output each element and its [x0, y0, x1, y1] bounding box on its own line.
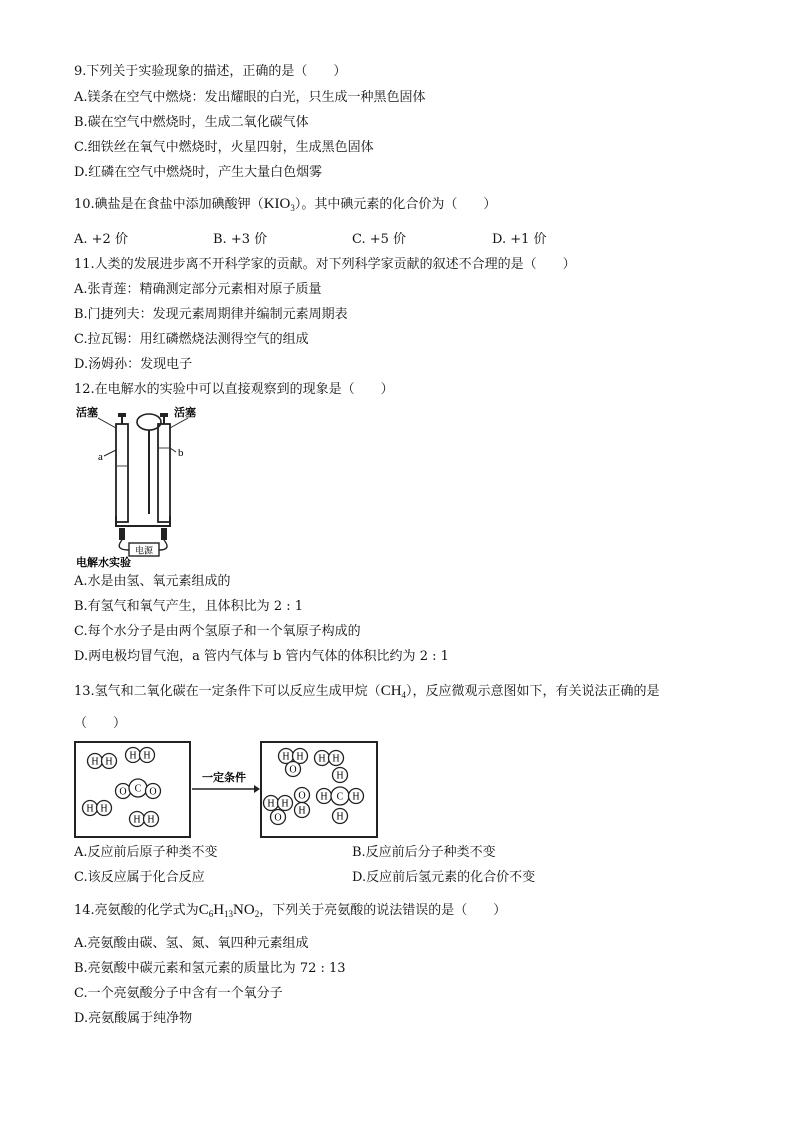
reaction-micro-diagram	[74, 741, 384, 839]
q14-option-c: C.一个亮氨酸分子中含有一个氧分子	[74, 986, 283, 1001]
q10-stem-pre: 10.碘盐是在食盐中添加碘酸钾（	[74, 197, 264, 212]
svg-text:O: O	[289, 764, 297, 776]
q12-option-d: D.两电极均冒气泡，a 管内气体与 b 管内气体的体积比约为 2 : 1	[74, 649, 449, 664]
wire-right	[159, 540, 167, 550]
q13-option-b: B.反应前后分子种类不变	[352, 845, 496, 860]
q13-option-a: A.反应前后原子种类不变	[74, 845, 218, 860]
wire-left	[119, 540, 129, 550]
q14-option-a: A.亮氨酸由碳、氢、氮、氧四种元素组成	[74, 936, 309, 951]
svg-text:H: H	[105, 756, 113, 768]
h2o-molecule-2	[264, 796, 293, 825]
h2-molecule-4	[130, 812, 159, 827]
svg-text:H: H	[147, 814, 155, 826]
q13-formula	[381, 683, 406, 699]
q14-stem-post: ，下列关于亮氨酸的说法错误的是（ ）	[259, 903, 507, 918]
q11-option-a: A.张青莲：精确测定部分元素相对原子质量	[74, 282, 322, 297]
svg-text:H: H	[129, 750, 137, 762]
svg-text:H: H	[100, 803, 108, 815]
h2o-molecule-1	[279, 749, 308, 777]
svg-text:H: H	[143, 750, 151, 762]
q11-option-b: B.门捷列夫：发现元素周期律并编制元素周期表	[74, 307, 348, 322]
svg-text:H: H	[336, 811, 344, 823]
q13-stem	[74, 683, 660, 700]
label-line-right	[170, 418, 188, 428]
svg-text:H: H	[267, 798, 275, 810]
q11-stem: 11.人类的发展进步离不开科学家的贡献。对下列科学家贡献的叙述不合理的是（ ）	[74, 257, 576, 272]
svg-text:O: O	[274, 812, 282, 824]
svg-text:H: H	[320, 791, 328, 803]
q9-option-b: B.碳在空气中燃烧时，生成二氧化碳气体	[74, 115, 309, 130]
q12-option-a: A.水是由氢、氧元素组成的	[74, 574, 231, 589]
reaction-arrow-head	[254, 785, 260, 793]
tube-b	[158, 424, 170, 522]
tube-a-label: a	[98, 451, 103, 463]
svg-text:O: O	[149, 786, 157, 798]
connecting-tube	[116, 516, 170, 526]
stopcock-right-handle	[160, 413, 168, 417]
electrode-left	[119, 528, 125, 540]
q14-formula-no: NO	[233, 902, 255, 918]
q12-option-b: B.有氢气和氧气产生，且体积比为 2 : 1	[74, 599, 304, 614]
ch4-molecule	[317, 768, 364, 824]
tube-b-label: b	[178, 447, 184, 459]
tube-a-pointer	[104, 450, 116, 456]
q10-option-b: B. +3 价	[213, 232, 268, 247]
q14-option-b: B.亮氨酸中碳元素和氢元素的质量比为 72 : 13	[74, 961, 346, 976]
q10-formula	[264, 196, 295, 212]
q10-option-c: C. +5 价	[352, 232, 407, 247]
q14-formula	[199, 902, 260, 918]
q10-formula-main: KIO	[263, 196, 291, 212]
stopcock-label-right: 活塞	[174, 406, 196, 419]
svg-text:H: H	[352, 791, 360, 803]
h2o-molecule-3	[295, 788, 310, 818]
q13-stem-paren: （ ）	[74, 716, 127, 731]
q9-option-d: D.红磷在空气中燃烧时，产生大量白色烟雾	[74, 165, 323, 180]
figure-caption: 电解水实验	[76, 556, 131, 569]
q14-stem-pre: 14.亮氨酸的化学式为	[74, 903, 199, 918]
svg-text:H: H	[298, 805, 306, 817]
q10-formula-sub: 3	[290, 203, 295, 213]
svg-text:O: O	[298, 790, 306, 802]
stopcock-label-left: 活塞	[76, 406, 98, 419]
q9-stem: 9.下列关于实验现象的描述，正确的是（ ）	[74, 64, 347, 79]
stopcock-left-handle	[118, 413, 126, 417]
q14-stem	[74, 902, 506, 919]
svg-text:C: C	[134, 783, 142, 795]
q10-stem-post: ）。其中碘元素的化合价为（ ）	[294, 197, 497, 212]
q13-formula-main: CH	[380, 683, 402, 699]
svg-text:O: O	[119, 786, 127, 798]
electrode-right	[161, 528, 167, 540]
electrolysis-apparatus-figure	[74, 404, 224, 569]
tube-a	[116, 424, 128, 522]
power-label: 电源	[134, 546, 154, 557]
q14-formula-no-sub: 2	[254, 909, 260, 919]
svg-text:H: H	[133, 814, 141, 826]
svg-text:H: H	[86, 803, 94, 815]
q14-formula-c-sub: 6	[208, 909, 214, 919]
q14-formula-h-sub: 13	[224, 909, 234, 919]
q12-option-c: C.每个水分子是由两个氢原子和一个氧原子构成的	[74, 624, 361, 639]
q13-formula-sub: 4	[401, 690, 407, 700]
q10-option-d: D. +1 价	[492, 232, 547, 247]
h2-molecule-3	[83, 801, 112, 816]
svg-text:H: H	[281, 798, 289, 810]
h2-molecule-2	[126, 748, 155, 763]
co2-molecule	[116, 779, 161, 799]
q13-stem-post: ），反应微观示意图如下，有关说法正确的是	[406, 684, 660, 699]
q13-option-c: C.该反应属于化合反应	[74, 870, 205, 885]
q12-stem: 12.在电解水的实验中可以直接观察到的现象是（ ）	[74, 382, 394, 397]
q9-option-c: C.细铁丝在氧气中燃烧时，火星四射，生成黑色固体	[74, 140, 374, 155]
svg-text:C: C	[336, 791, 344, 803]
q10-option-a: A. +2 价	[74, 232, 128, 247]
q14-formula-h: H	[213, 902, 225, 918]
arrow-condition-label: 一定条件	[202, 771, 246, 784]
q9-option-a: A.镁条在空气中燃烧：发出耀眼的白光，只生成一种黑色固体	[74, 90, 426, 105]
svg-text:H: H	[332, 753, 340, 765]
q11-option-c: C.拉瓦锡：用红磷燃烧法测得空气的组成	[74, 332, 309, 347]
q13-option-d: D.反应前后氢元素的化合价不变	[352, 870, 536, 885]
svg-text:H: H	[282, 751, 290, 763]
q14-formula-c: C	[198, 902, 209, 918]
svg-text:H: H	[91, 756, 99, 768]
label-line-left	[98, 418, 116, 428]
h2-product-molecule	[315, 751, 344, 766]
svg-text:H: H	[296, 751, 304, 763]
q13-stem-pre: 13.氢气和二氧化碳在一定条件下可以反应生成甲烷（	[74, 684, 381, 699]
h2-molecule-1	[88, 754, 117, 769]
svg-text:H: H	[318, 753, 326, 765]
svg-text:H: H	[336, 770, 344, 782]
q11-option-d: D.汤姆孙：发现电子	[74, 357, 193, 372]
q14-option-d: D.亮氨酸属于纯净物	[74, 1011, 193, 1026]
q10-stem	[74, 196, 496, 213]
